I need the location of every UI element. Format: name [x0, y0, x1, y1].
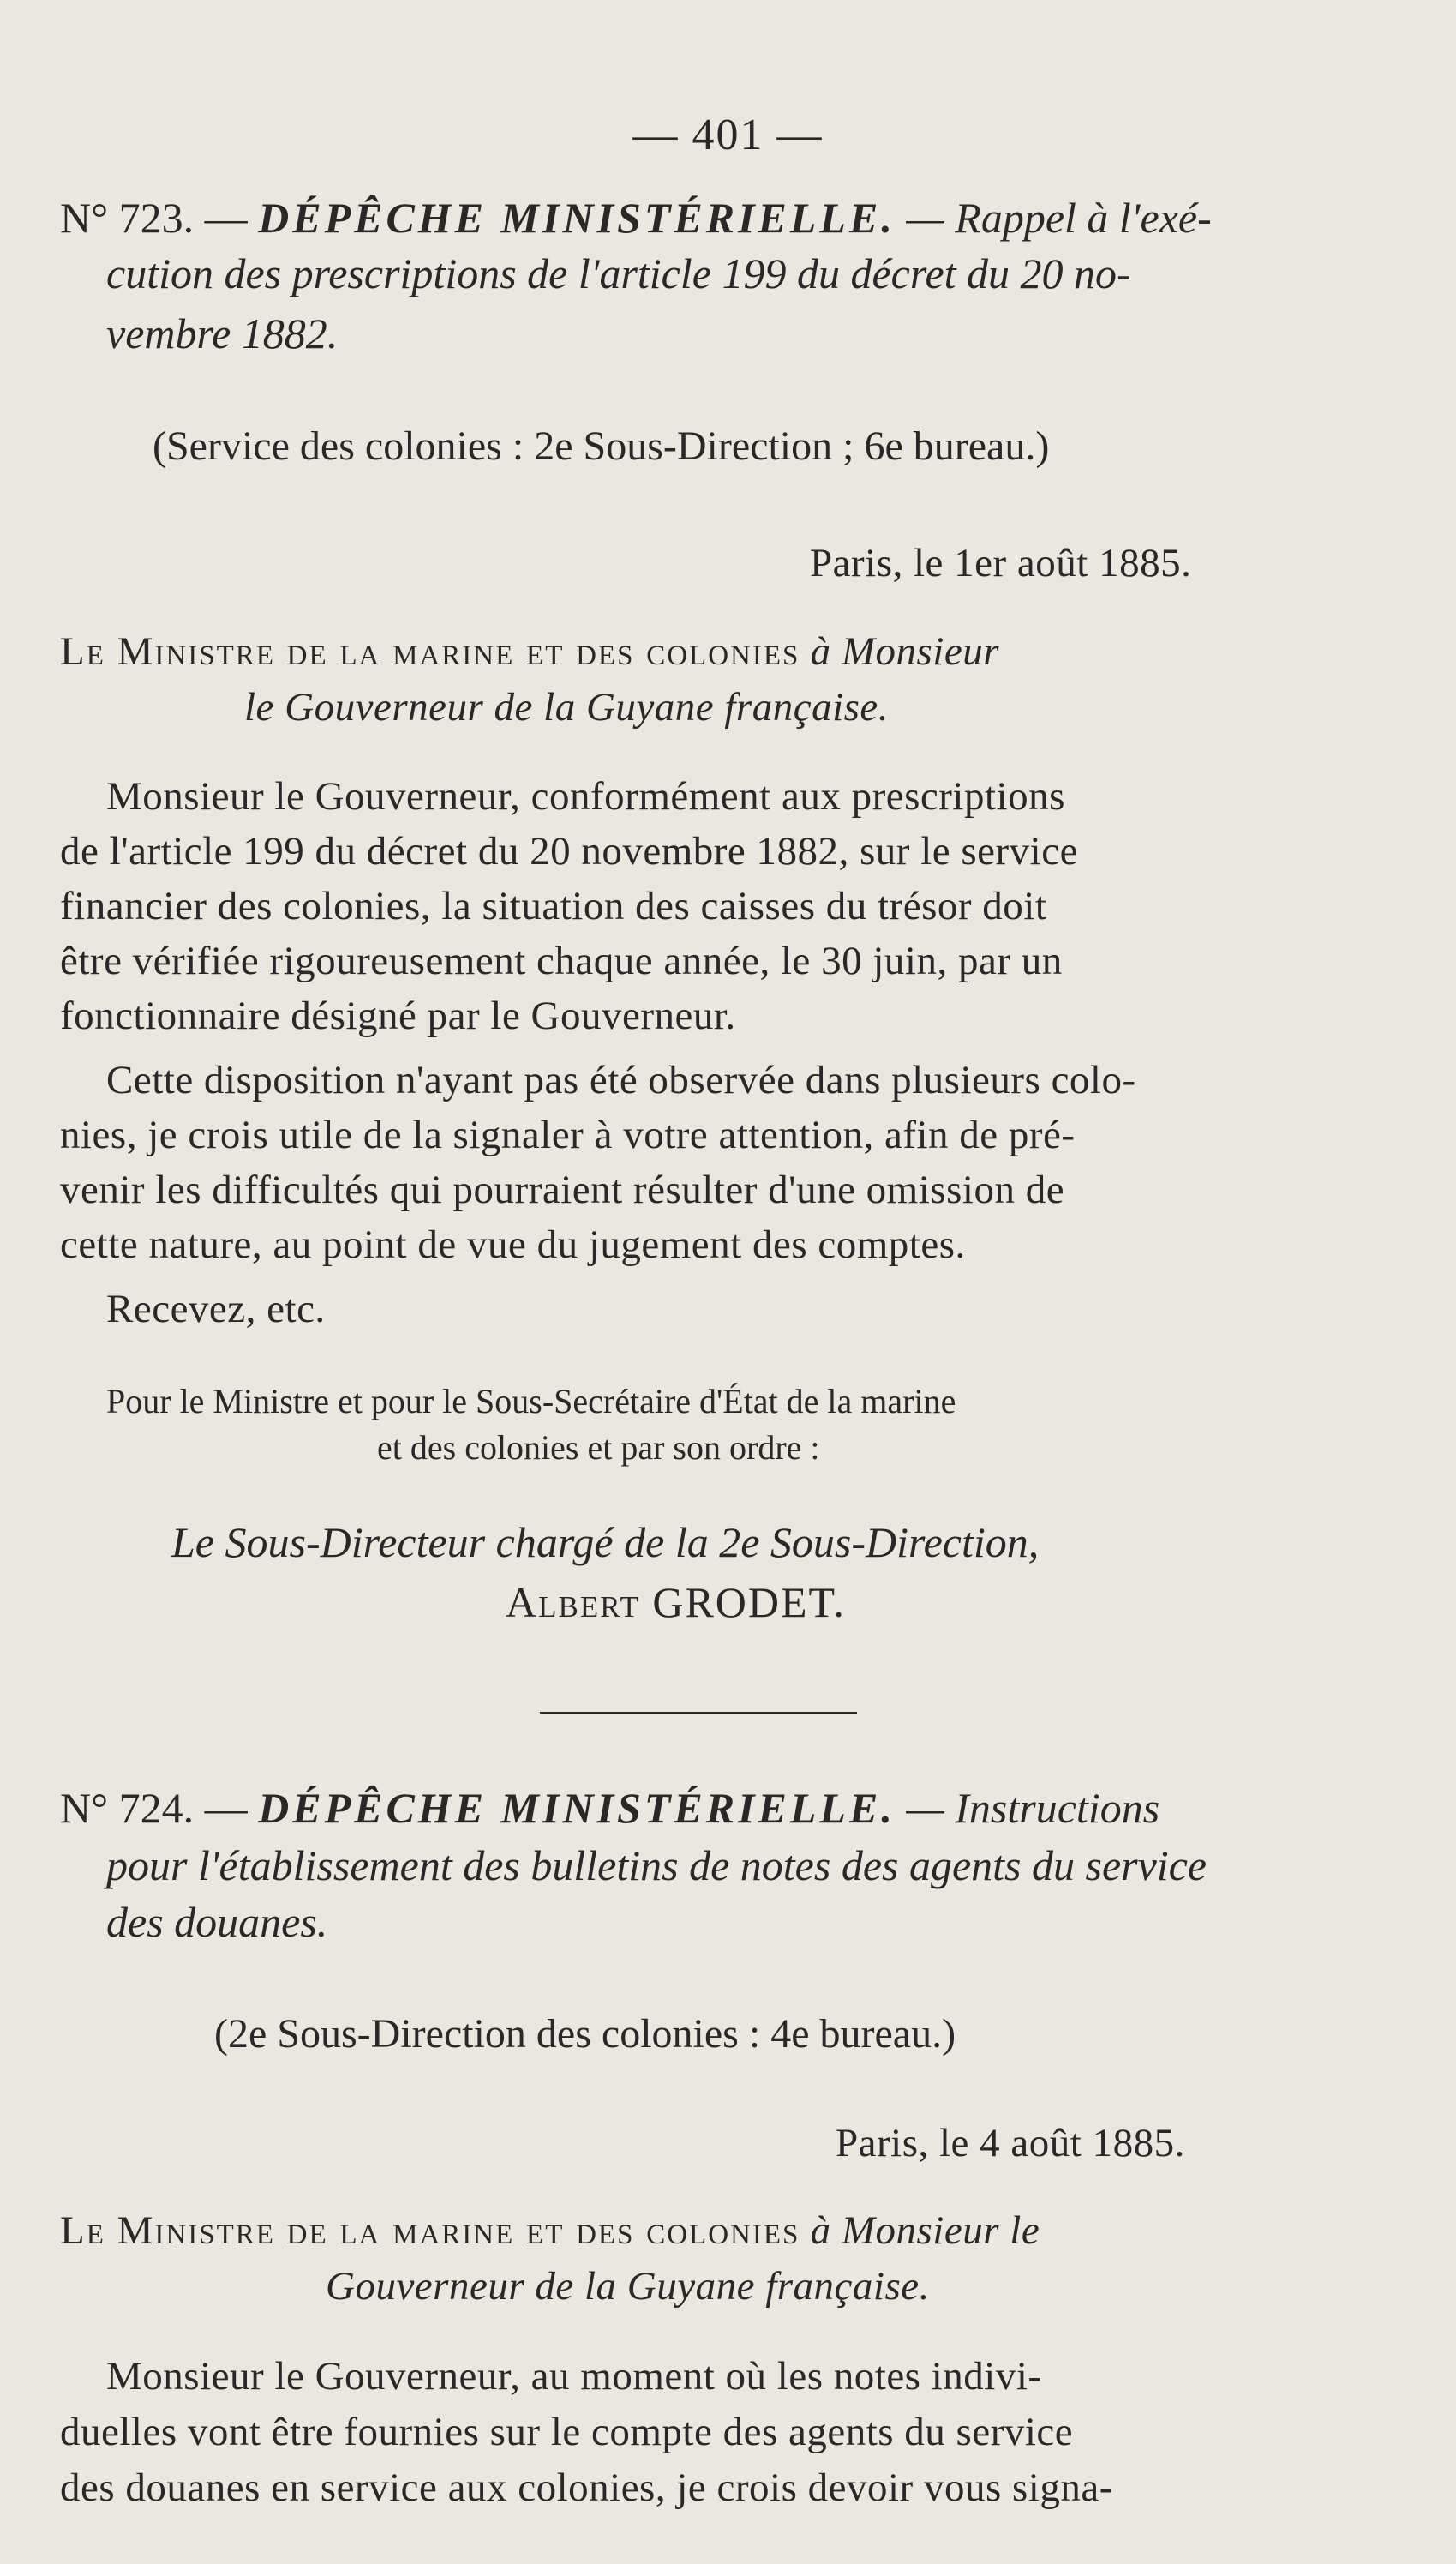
- entry-723-number: N° 723.: [60, 194, 195, 242]
- entry-724-body-line: des douanes en service aux colonies, je crois devoir vous signa-: [60, 2465, 1113, 2510]
- entry-724-heading: N° 724. — DÉPÊCHE MINISTÉRIELLE. — Instructions: [60, 1784, 1160, 1832]
- entry-723-body-line: venir les difficultés qui pourraient résulter d'une omission de: [60, 1168, 1065, 1212]
- entry-723-signatory-title: Le Sous-Directeur chargé de la 2e Sous-Direction,: [171, 1518, 1040, 1566]
- entry-723-address-ital: à Monsieur: [810, 629, 1000, 674]
- entry-723-service: (Service des colonies : 2e Sous-Direction ; 6e bureau.): [153, 423, 1050, 469]
- entry-723-title: DÉPÊCHE MINISTÉRIELLE.: [258, 194, 896, 242]
- entry-723-subject-3: vembre 1882.: [106, 309, 339, 357]
- entry-723-signature-line: Pour le Ministre et pour le Sous-Secrétaire d'État de la marine: [106, 1382, 956, 1420]
- entry-724-subject-3: des douanes.: [106, 1898, 328, 1946]
- entry-724-body-line: Monsieur le Gouverneur, au moment où les notes indivi-: [106, 2354, 1042, 2399]
- entry-724-number: N° 724.: [60, 1784, 195, 1832]
- entry-723-body-line: de l'article 199 du décret du 20 novembre 1882, sur le service: [60, 829, 1078, 874]
- entry-723-body-line: nies, je crois utile de la signaler à votre attention, afin de pré-: [60, 1113, 1076, 1157]
- entry-724-subject-1: — Instructions: [906, 1784, 1160, 1832]
- entry-723-heading: N° 723. — DÉPÊCHE MINISTÉRIELLE. — Rappel à l'exé-: [60, 194, 1212, 242]
- entry-723-signature-line: et des colonies et par son ordre :: [377, 1428, 820, 1467]
- entry-723-body-line: Cette disposition n'ayant pas été observée dans plusieurs colo-: [106, 1058, 1136, 1102]
- entry-724-address-2: Gouverneur de la Guyane française.: [326, 2264, 930, 2309]
- entry-724-place-date: Paris, le 4 août 1885.: [836, 2121, 1185, 2165]
- entry-723-closing: Recevez, etc.: [106, 1287, 326, 1331]
- page-number: — 401 —: [632, 111, 824, 159]
- entry-723-subject-2: cution des prescriptions de l'article 199 du décret du 20 no-: [106, 249, 1131, 297]
- entry-723-body-line: Monsieur le Gouverneur, conformément aux prescriptions: [106, 774, 1065, 819]
- entry-723-place-date: Paris, le 1er août 1885.: [810, 541, 1192, 585]
- entry-723-signatory-name: Albert GRODET.: [506, 1578, 846, 1626]
- entry-724-body-line: duelles vont être fournies sur le compte des agents du service: [60, 2410, 1074, 2454]
- entry-723-body-line: être vérifiée rigoureusement chaque année, le 30 juin, par un: [60, 939, 1063, 983]
- entry-724-subject-2: pour l'établissement des bulletins de notes des agents du service: [106, 1841, 1207, 1889]
- entry-724-address-1: [60, 2207, 1040, 2254]
- entry-724-address-ital: à Monsieur le: [810, 2208, 1040, 2253]
- entry-723-address-1: [60, 628, 999, 675]
- entry-723-subject-1: — Rappel à l'exé-: [906, 194, 1212, 242]
- entry-724-title: DÉPÊCHE MINISTÉRIELLE.: [258, 1784, 896, 1832]
- entry-724-service: (2e Sous-Direction des colonies : 4e bureau.): [214, 2011, 956, 2057]
- section-divider: [540, 1712, 857, 1714]
- entry-724-address-caps: Le Ministre de la marine et des colonies: [60, 2208, 800, 2253]
- entry-723-body-line: financier des colonies, la situation des caisses du trésor doit: [60, 884, 1047, 928]
- entry-723-address-caps: Le Ministre de la marine et des colonies: [60, 629, 800, 674]
- entry-723-body-line: fonctionnaire désigné par le Gouverneur.: [60, 994, 736, 1038]
- entry-723-address-2: le Gouverneur de la Guyane française.: [244, 685, 890, 730]
- entry-723-body-line: cette nature, au point de vue du jugement des comptes.: [60, 1222, 966, 1267]
